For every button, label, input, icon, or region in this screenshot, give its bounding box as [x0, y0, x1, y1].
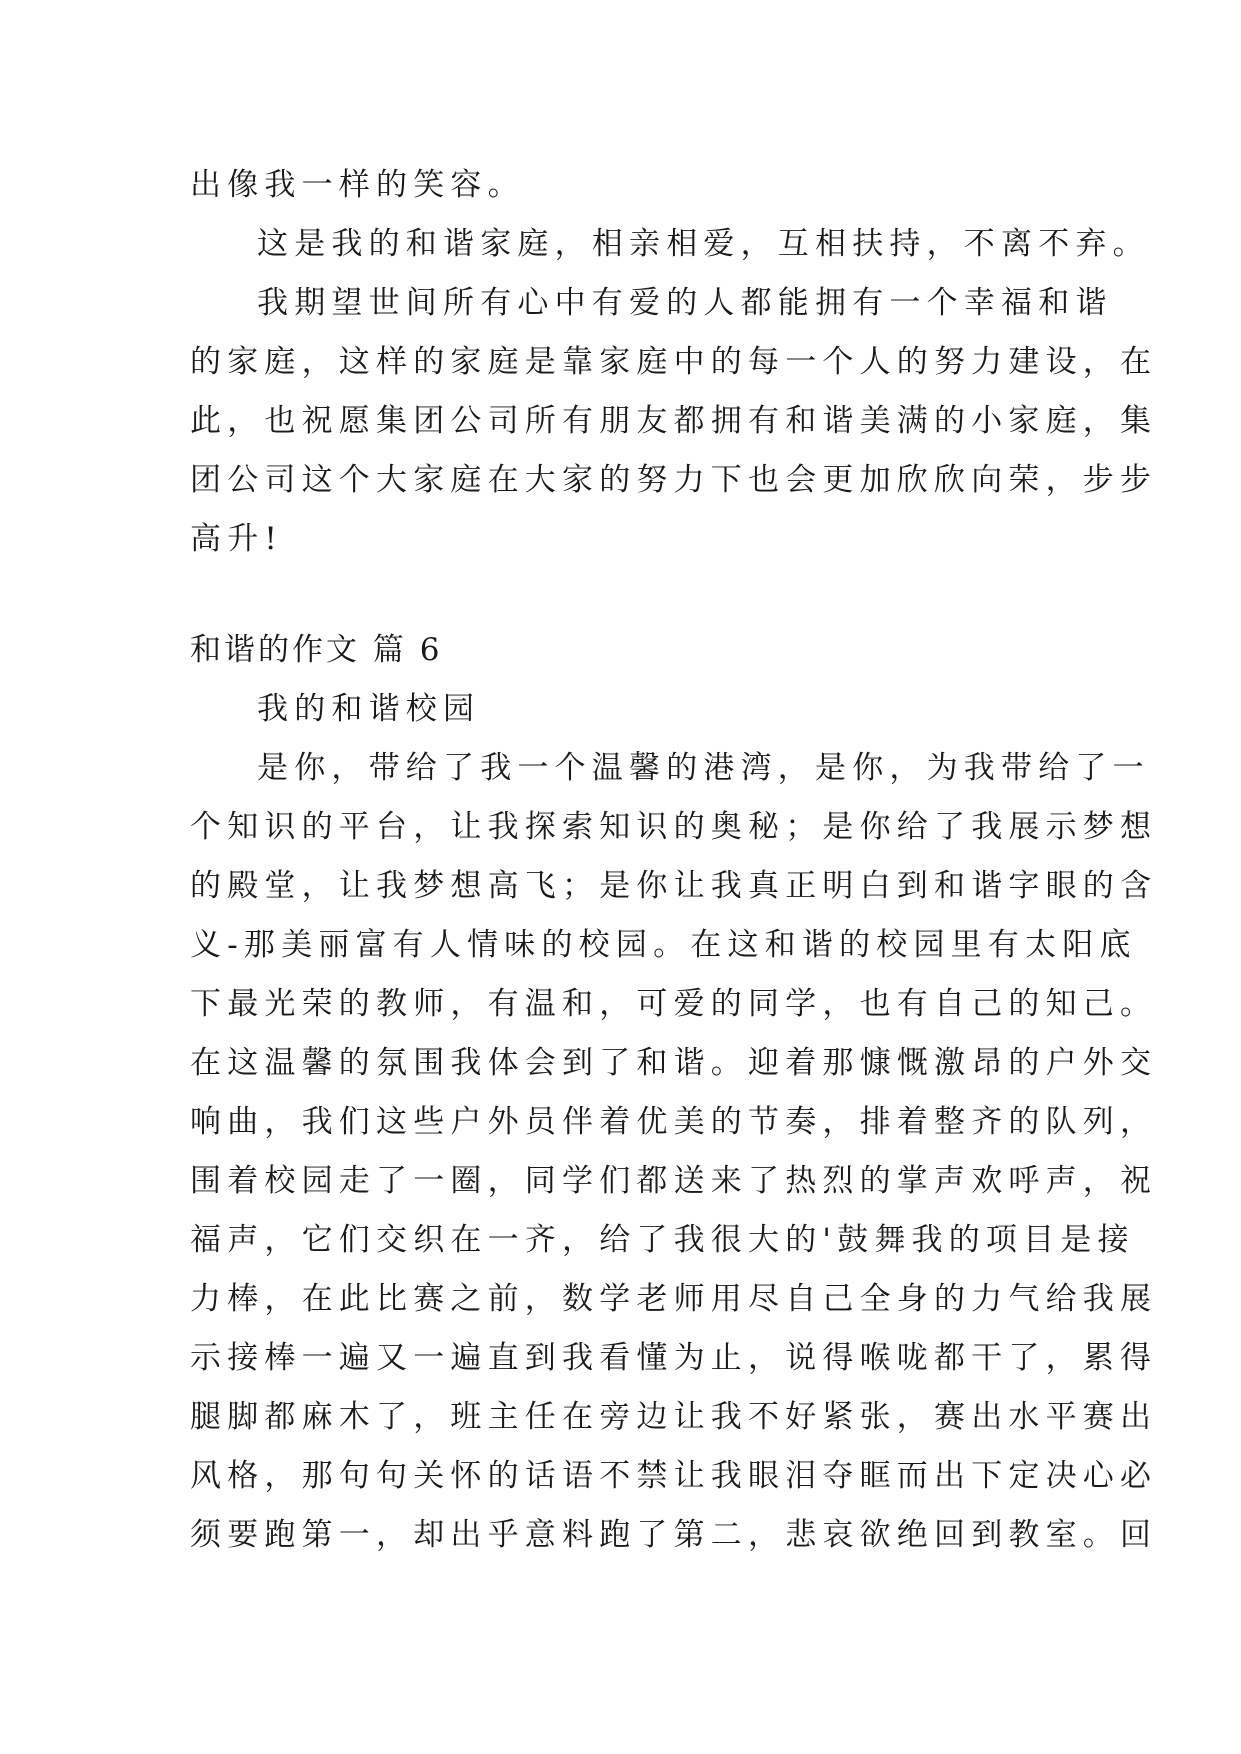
paragraph-line: 围着校园走了一圈，同学们都送来了热烈的掌声欢呼声，祝: [190, 1163, 1158, 1199]
paragraph-line: 示接棒一遍又一遍直到我看懂为止，说得喉咙都干了，累得: [190, 1340, 1158, 1376]
paragraph-line: 的家庭，这样的家庭是靠家庭中的每一个人的努力建设，在: [190, 344, 1158, 380]
paragraph-line: 响曲，我们这些户外员伴着优美的节奏，排着整齐的队列，: [190, 1104, 1158, 1140]
paragraph-line: 风格，那句句关怀的话语不禁让我眼泪夺眶而出下定决心必: [190, 1458, 1158, 1494]
paragraph-line: 我期望世间所有心中有爱的人都能拥有一个幸福和谐: [257, 285, 1113, 321]
paragraph-line: 在这温馨的氛围我体会到了和谐。迎着那慷慨激昂的户外交: [190, 1045, 1158, 1081]
paragraph-line: 高升!: [190, 521, 284, 557]
paragraph-line: 下最光荣的教师，有温和，可爱的同学，也有自己的知己。: [190, 986, 1158, 1022]
section-heading: 和谐的作文 篇 6: [190, 632, 443, 668]
paragraph-line: 力棒，在此比赛之前，数学老师用尽自己全身的力气给我展: [190, 1281, 1158, 1317]
paragraph-line: 福声，它们交织在一齐，给了我很大的'鼓舞我的项目是接: [190, 1222, 1135, 1258]
essay-title: 我的和谐校园: [257, 691, 481, 727]
paragraph-line: 义-那美丽富有人情味的校园。在这和谐的校园里有太阳底: [190, 927, 1137, 963]
paragraph-line: 这是我的和谐家庭，相亲相爱，互相扶持，不离不弃。: [257, 226, 1150, 262]
paragraph-line: 腿脚都麻木了，班主任在旁边让我不好紧张，赛出水平赛出: [190, 1399, 1158, 1435]
paragraph-line: 须要跑第一，却出乎意料跑了第二，悲哀欲绝回到教室。回: [190, 1517, 1158, 1553]
paragraph-line: 个知识的平台，让我探索知识的奥秘；是你给了我展示梦想: [190, 809, 1158, 845]
paragraph-line: 团公司这个大家庭在大家的努力下也会更加欣欣向荣，步步: [190, 462, 1158, 498]
paragraph-line: 的殿堂，让我梦想高飞；是你让我真正明白到和谐字眼的含: [190, 868, 1158, 904]
paragraph-line: 是你，带给了我一个温馨的港湾，是你，为我带给了一: [257, 750, 1150, 786]
paragraph-line: 此，也祝愿集团公司所有朋友都拥有和谐美满的小家庭，集: [190, 403, 1158, 439]
paragraph-line: 出像我一样的笑容。: [190, 167, 525, 203]
